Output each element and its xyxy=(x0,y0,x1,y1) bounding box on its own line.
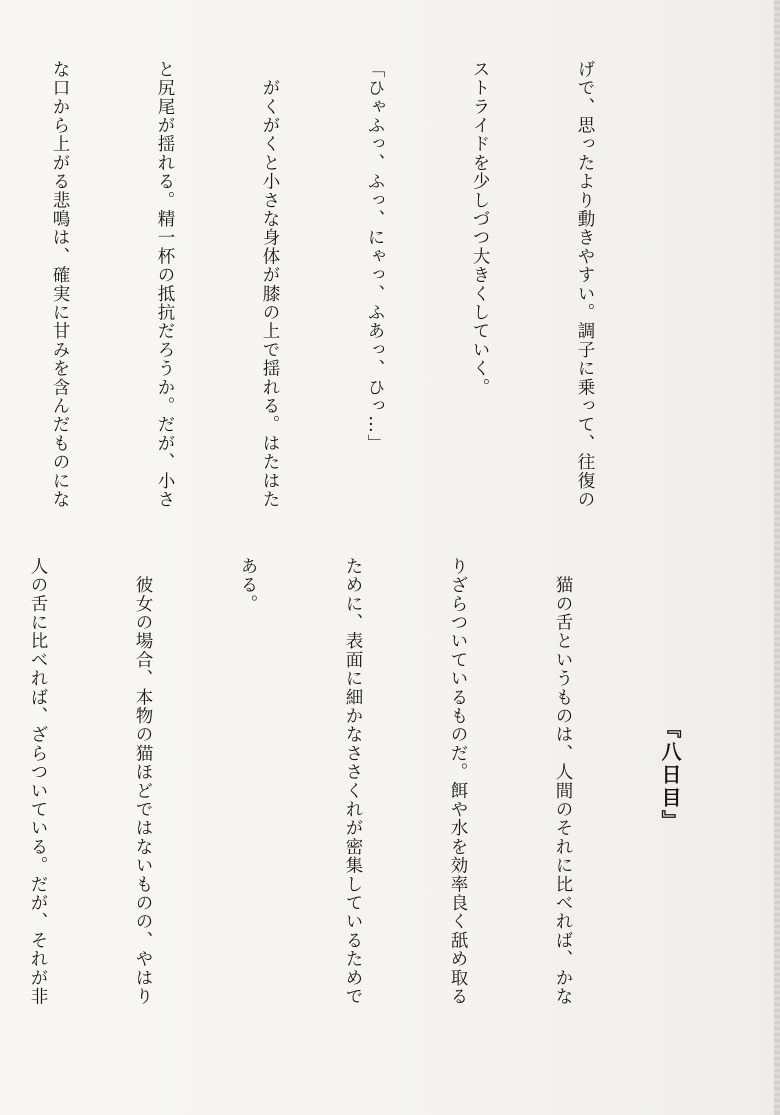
text-line: 人の舌に比べれば、ざらついている。だが、それが非 xyxy=(28,557,48,1006)
page-edge xyxy=(774,0,780,1115)
text-line: りざらついているものだ。餌や水を効率良く舐め取る xyxy=(448,557,468,1006)
text-block-lower xyxy=(0,557,650,1037)
text-line: ために、表面に細かなささくれが密集しているためで xyxy=(343,557,363,1006)
text-line: な口から上がる悲鳴は、確実に甘みを含んだものにな xyxy=(50,60,70,509)
text-line: ストライドを少しづつ大きくしていく。 xyxy=(470,60,490,397)
text-line: 彼女の場合、本物の猫ほどではないものの、やはり xyxy=(133,557,153,1006)
text-line: がくがくと小さな身体が膝の上で揺れる。はたはた xyxy=(260,60,280,509)
text-block-upper xyxy=(0,60,672,540)
chapter-title: 『八日目』 xyxy=(658,718,682,833)
text-line: 「ひゃふっ、ふっ、にゃっ、ふあっ、ひっ…」 xyxy=(365,60,385,453)
text-line: げで、思ったより動きやすい。調子に乗って、往復の xyxy=(575,60,595,509)
text-line: と尻尾が揺れる。精一杯の抵抗だろうか。だが、小さ xyxy=(155,60,175,509)
text-line: ある。 xyxy=(238,557,258,614)
text-line: 猫の舌というものは、人間のそれに比べれば、かな xyxy=(553,557,573,1006)
